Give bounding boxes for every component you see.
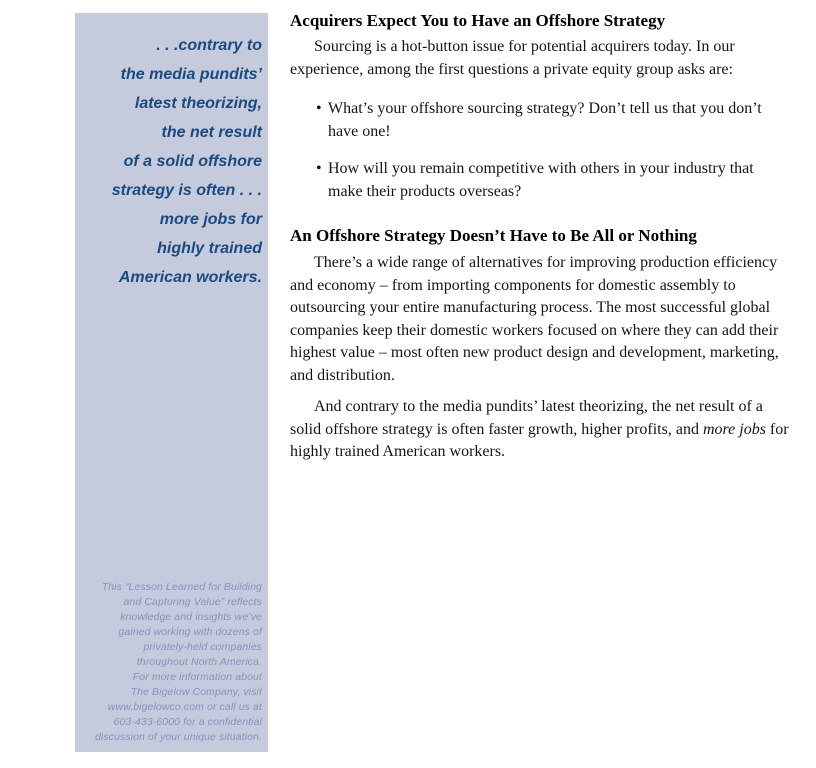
paragraph-contrary bbox=[290, 396, 792, 464]
pull-quote-line: . . .contrary to bbox=[156, 37, 262, 54]
footnote-line: throughout North America. bbox=[136, 656, 262, 668]
footnote-line: privately-held companies bbox=[143, 641, 262, 653]
bullet-text: What’s your offshore sourcing strategy? Don’t tell us that you don’t have one! bbox=[328, 100, 762, 140]
pull-quote-line: highly trained bbox=[157, 240, 262, 257]
bullet-item bbox=[316, 98, 792, 143]
bullet-icon: • bbox=[316, 100, 322, 117]
pull-quote-line: more jobs for bbox=[159, 211, 262, 228]
paragraph-alternatives: There’s a wide range of alternatives for improving production efficiency and economy – from importing components for domestic assembly to outsourcing your entire manufacturing process. The most successful global companies keep their domestic workers focused on where they can add their highest value – most often new product design and development, marketing, and distribution. bbox=[290, 254, 779, 384]
sidebar bbox=[75, 13, 268, 752]
paragraph-contrary-emphasis: more jobs bbox=[702, 420, 766, 438]
bullet-item bbox=[316, 158, 792, 203]
pull-quote-line: American workers. bbox=[118, 269, 262, 286]
pull-quote bbox=[83, 31, 262, 292]
footnote-line: This “Lesson Learned for Building bbox=[101, 581, 262, 593]
paragraph-contrary-text: And contrary to the media pundits’ latest theorizing, the net result of a solid offshore strategy is often faster growth, higher profits, and bbox=[290, 398, 763, 438]
section-heading-all-or-nothing: An Offshore Strategy Doesn’t Have to Be All or Nothing bbox=[290, 226, 697, 245]
footnote-line: discussion of your unique situation. bbox=[94, 731, 262, 743]
pull-quote-line: strategy is often . . . bbox=[111, 182, 262, 199]
footnote-line: gained working with dozens of bbox=[118, 626, 262, 638]
footnote-line: www.bigelowco.com or call us at bbox=[107, 701, 262, 713]
pull-quote-line: of a solid offshore bbox=[123, 153, 262, 170]
footnote-line: For more information about bbox=[132, 671, 262, 683]
footnote-line: knowledge and insights we’ve bbox=[120, 611, 262, 623]
footnote-line: and Capturing Value” reflects bbox=[123, 596, 262, 608]
bullet-icon: • bbox=[316, 160, 322, 177]
footnote-line: 603-433-6000 for a confidential bbox=[113, 716, 262, 728]
bullet-list bbox=[290, 98, 792, 203]
main-content bbox=[290, 0, 792, 464]
paragraph-sourcing: Sourcing is a hot-button issue for potential acquirers today. In our experience, among the first questions a private equity group asks are: bbox=[290, 38, 735, 78]
sidebar-footnote bbox=[83, 580, 262, 745]
paragraph-contrary-text: for highly trained American workers. bbox=[290, 420, 789, 460]
pull-quote-line: the net result bbox=[161, 124, 262, 141]
bullet-text: How will you remain competitive with others in your industry that make their products overseas? bbox=[328, 160, 754, 200]
footnote-line: The Bigelow Company, visit bbox=[130, 686, 262, 698]
pull-quote-line: the media pundits’ bbox=[120, 66, 262, 83]
pull-quote-line: latest theorizing, bbox=[134, 95, 262, 112]
section-heading-acquirers: Acquirers Expect You to Have an Offshore Strategy bbox=[290, 11, 666, 30]
